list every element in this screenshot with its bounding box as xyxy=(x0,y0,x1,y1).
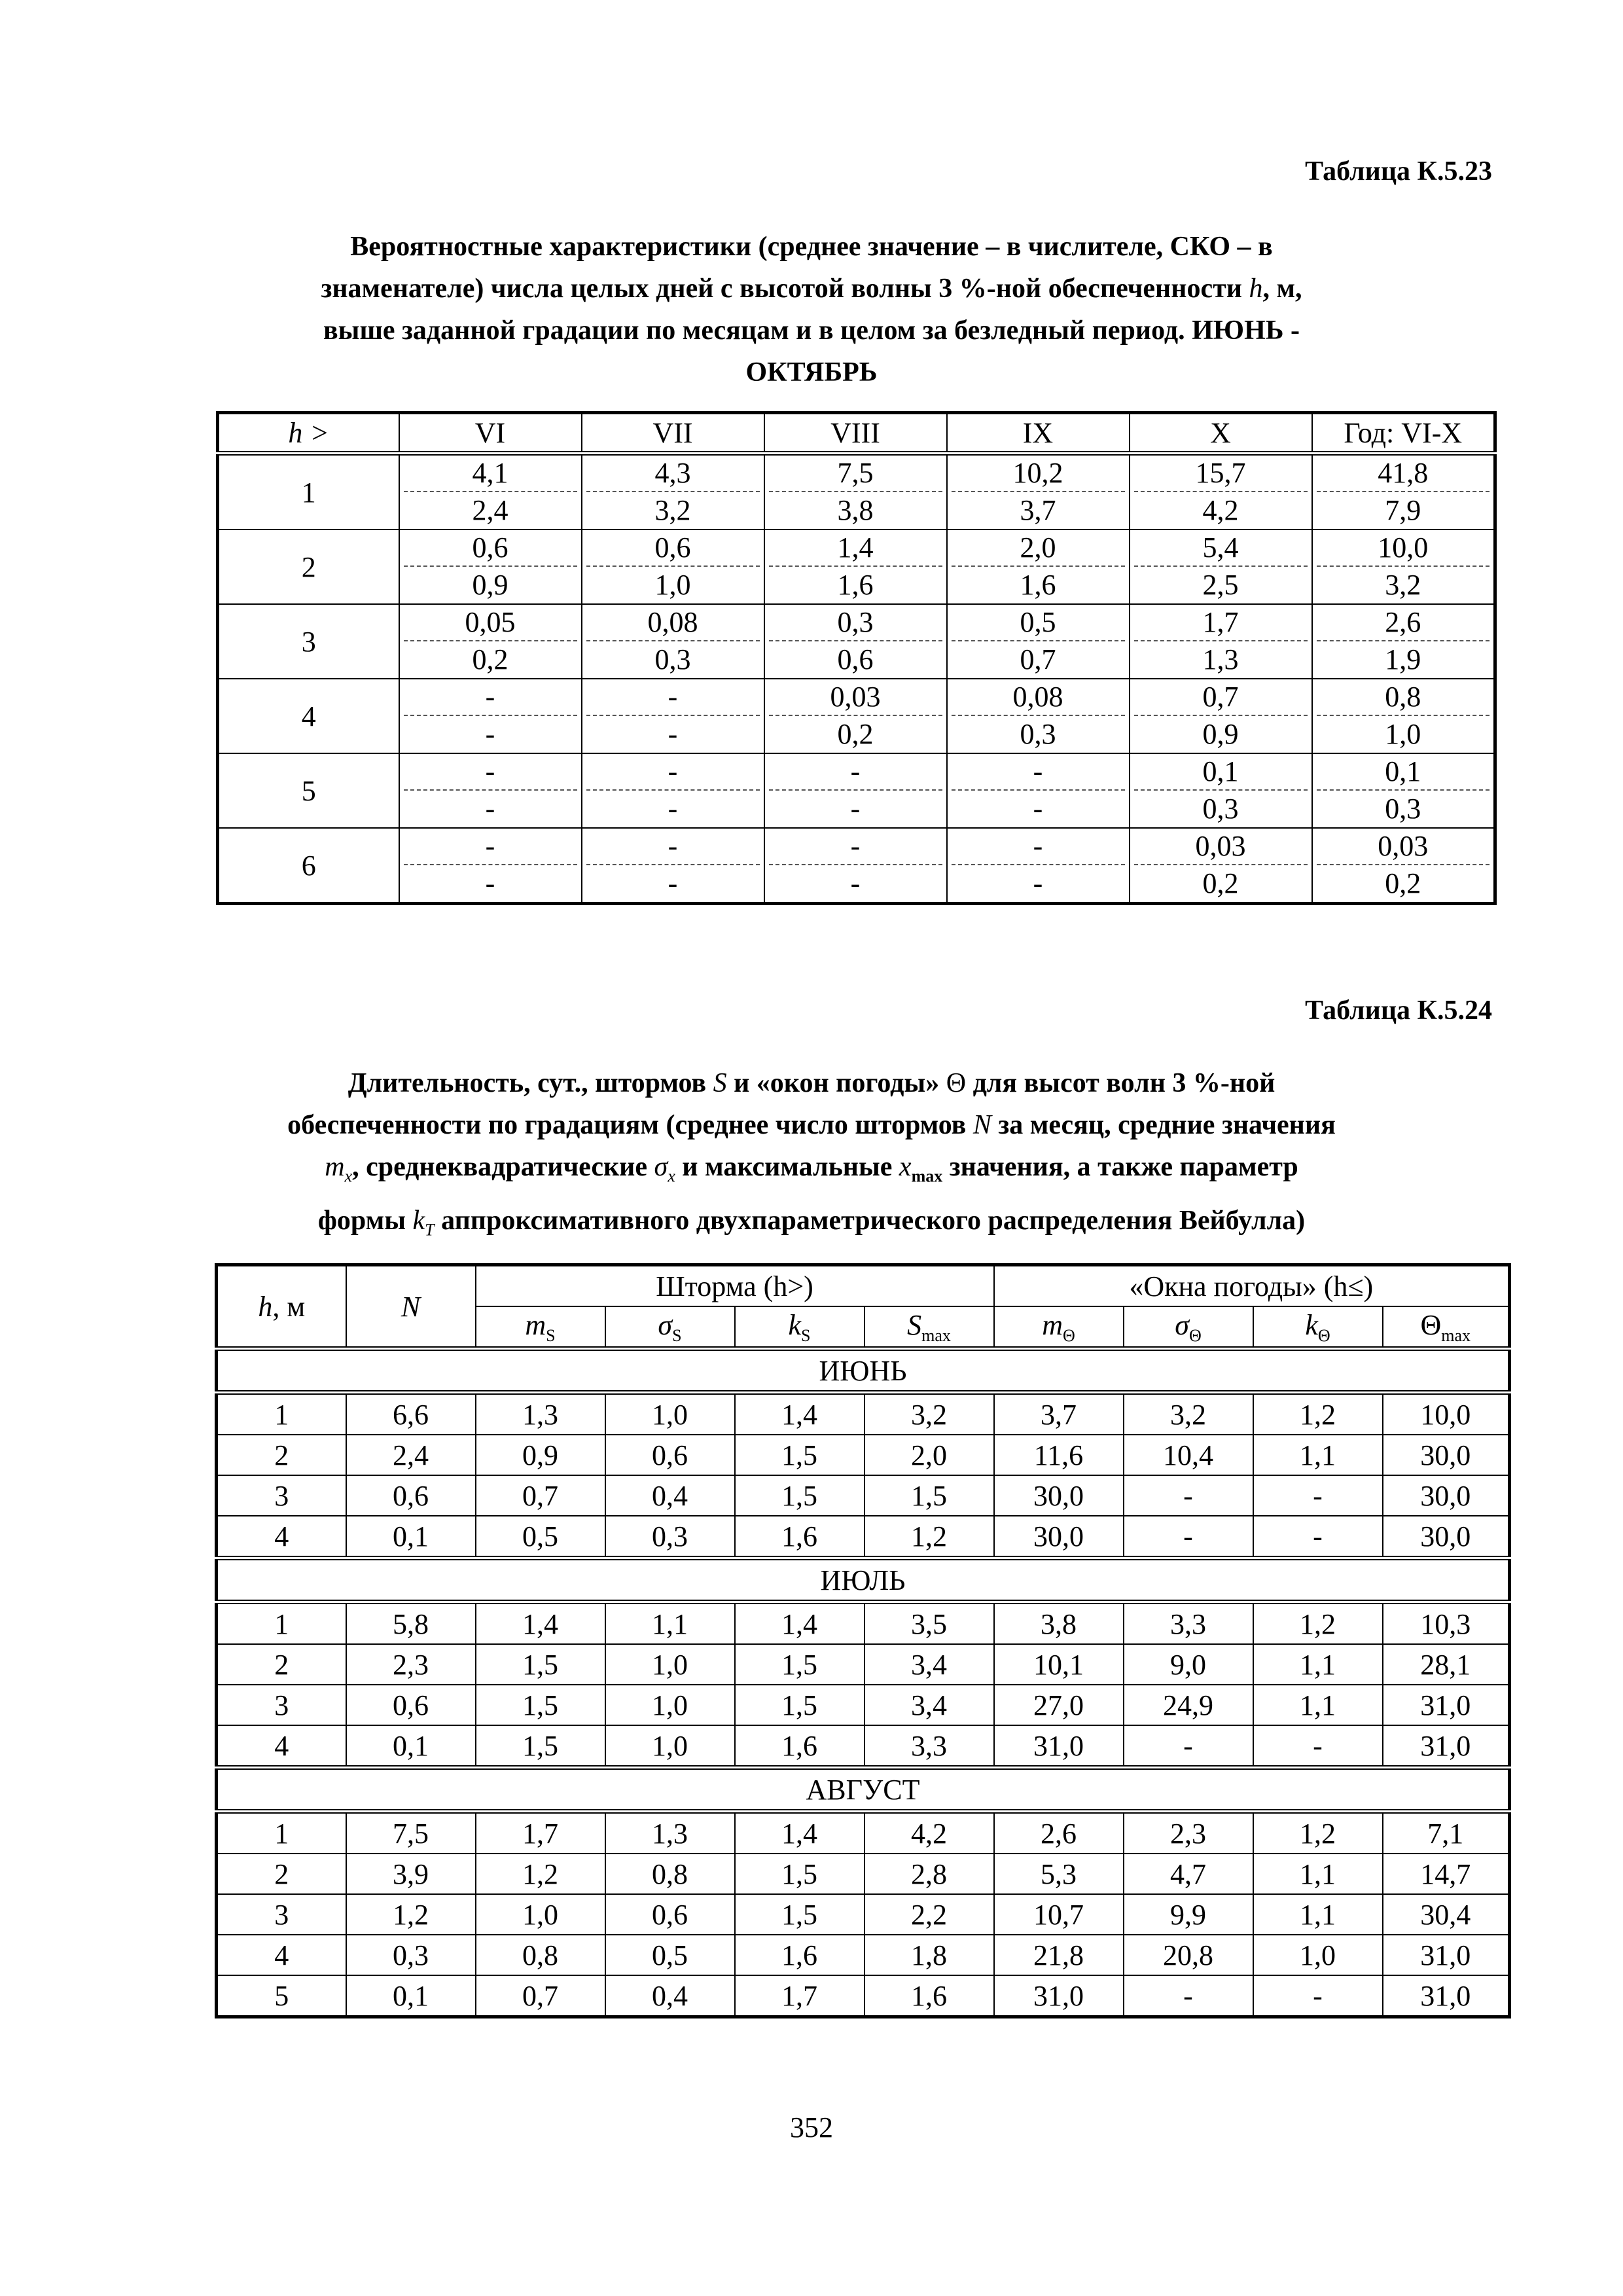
table1-h-cell: 4 xyxy=(218,679,399,753)
table1-mean-cell: - xyxy=(582,679,764,716)
table2-cell: 3 xyxy=(217,1894,346,1935)
table1-sd-cell: - xyxy=(399,716,582,753)
table2-section-row xyxy=(217,1768,1510,1812)
table1-sd-cell: 0,6 xyxy=(764,641,947,679)
table1-mean-cell: - xyxy=(764,753,947,791)
table2-cell: 1,5 xyxy=(476,1644,605,1685)
table2-cell: 5,8 xyxy=(346,1602,476,1645)
table2-caption xyxy=(196,1062,1427,1251)
table1-row-sd xyxy=(218,716,1495,753)
table1-mean-cell: 0,08 xyxy=(582,604,764,641)
table1-sd-cell: 7,9 xyxy=(1312,492,1495,529)
table2-cell: 1,2 xyxy=(865,1516,994,1558)
table1-h-cell: 3 xyxy=(218,604,399,679)
table1-mean-cell: 2,6 xyxy=(1312,604,1495,641)
table2-cell: 2,3 xyxy=(346,1644,476,1685)
table2-cell: 27,0 xyxy=(994,1685,1124,1725)
table2-cell: 3 xyxy=(217,1685,346,1725)
table1-mean-cell: - xyxy=(582,753,764,791)
table2-cell: 0,6 xyxy=(346,1685,476,1725)
table1-mean-cell: 10,0 xyxy=(1312,529,1495,567)
table2-cell: 4,2 xyxy=(865,1812,994,1854)
table2-row xyxy=(217,1685,1510,1725)
table2-cell: 1,2 xyxy=(1253,1393,1383,1435)
table2-cell: 3,7 xyxy=(994,1393,1124,1435)
table1-mean-cell: 15,7 xyxy=(1130,454,1312,493)
table1-sd-cell: 2,5 xyxy=(1130,567,1312,604)
table1-sd-cell: 3,8 xyxy=(764,492,947,529)
table2-cell: 0,8 xyxy=(605,1854,735,1894)
table1-sd-cell: 1,9 xyxy=(1312,641,1495,679)
table1-sd-cell: - xyxy=(582,716,764,753)
table2-section-row xyxy=(217,1558,1510,1602)
table2-header-windows: «Окна погоды» (h≤) xyxy=(994,1265,1510,1307)
table1-header-row xyxy=(218,413,1495,454)
table2-section-title: ИЮНЬ xyxy=(217,1349,1510,1393)
table2-cell: 30,0 xyxy=(1383,1435,1510,1475)
table2-cell: 1,0 xyxy=(605,1644,735,1685)
table1-sd-cell: 0,9 xyxy=(399,567,582,604)
table2-cell: 5 xyxy=(217,1975,346,2017)
table2-cell: 1,6 xyxy=(735,1935,865,1975)
table2-cell: 10,7 xyxy=(994,1894,1124,1935)
table2-cell: 0,4 xyxy=(605,1975,735,2017)
table2-caption-line-2: обеспеченности по градациям (среднее число штормов N за месяц, средние значения xyxy=(287,1110,1336,1140)
table2-cell: 5,3 xyxy=(994,1854,1124,1894)
table2-cell: 1 xyxy=(217,1812,346,1854)
table1-mean-cell: 0,8 xyxy=(1312,679,1495,716)
table1-mean-cell: - xyxy=(399,679,582,716)
table2-cell: - xyxy=(1124,1516,1253,1558)
table1-sd-cell: 0,2 xyxy=(399,641,582,679)
table2-cell: 3,9 xyxy=(346,1854,476,1894)
table2-cell: 10,0 xyxy=(1383,1393,1510,1435)
table2-cell: 0,3 xyxy=(346,1935,476,1975)
table1-row-mean xyxy=(218,753,1495,791)
table1-mean-cell: 1,4 xyxy=(764,529,947,567)
table1-h-cell: 1 xyxy=(218,454,399,530)
table2-row xyxy=(217,1812,1510,1854)
table2-cell: 1,2 xyxy=(1253,1812,1383,1854)
table2-cell: 9,0 xyxy=(1124,1644,1253,1685)
table2-cell: 1,4 xyxy=(735,1602,865,1645)
table2-cell: - xyxy=(1124,1975,1253,2017)
table2-cell: 31,0 xyxy=(994,1975,1124,2017)
table2-cell: 0,8 xyxy=(476,1935,605,1975)
table2-cell: 31,0 xyxy=(1383,1725,1510,1768)
table1-row-mean xyxy=(218,828,1495,865)
table2-cell: 1,5 xyxy=(865,1475,994,1516)
table2-cell: 3,3 xyxy=(865,1725,994,1768)
table1-sd-cell: 0,2 xyxy=(1130,865,1312,904)
table2-caption-line-1: Длительность, сут., штормов S и «окон погоды» Θ для высот волн 3 %-ной xyxy=(348,1068,1275,1098)
table1-mean-cell: - xyxy=(582,828,764,865)
table1-header-cell: VII xyxy=(582,413,764,454)
table2-cell: 4,7 xyxy=(1124,1854,1253,1894)
table2-cell: 1,7 xyxy=(735,1975,865,2017)
table2-row xyxy=(217,1975,1510,2017)
table2-cell: 7,1 xyxy=(1383,1812,1510,1854)
table1-header-cell: VIII xyxy=(764,413,947,454)
table2-cell: 30,0 xyxy=(1383,1516,1510,1558)
table2-cell: 0,5 xyxy=(476,1516,605,1558)
table1-header-cell: IX xyxy=(947,413,1130,454)
table1-mean-cell: - xyxy=(399,828,582,865)
table1-sd-cell: - xyxy=(947,865,1130,904)
table2-cell: 1,0 xyxy=(605,1685,735,1725)
table2-header-row-1 xyxy=(217,1265,1510,1307)
table2-cell: 1,0 xyxy=(1253,1935,1383,1975)
table2-cell: 1,5 xyxy=(735,1894,865,1935)
table1-sd-cell: 1,6 xyxy=(764,567,947,604)
table2-cell: 1,4 xyxy=(476,1602,605,1645)
table2-cell: 31,0 xyxy=(1383,1975,1510,2017)
table2-row xyxy=(217,1725,1510,1768)
table2-cell: 1,5 xyxy=(476,1685,605,1725)
table2-subheader-cell: $\Theta_{max}$ xyxy=(1383,1306,1510,1349)
table2-cell: 1,5 xyxy=(476,1725,605,1768)
table2-cell: 0,6 xyxy=(605,1894,735,1935)
table1-sd-cell: 0,3 xyxy=(947,716,1130,753)
table1-sd-cell: 1,6 xyxy=(947,567,1130,604)
table2-cell: 1 xyxy=(217,1602,346,1645)
table1-mean-cell: 7,5 xyxy=(764,454,947,493)
table2-cell: 0,1 xyxy=(346,1975,476,2017)
table2-cell: 4 xyxy=(217,1516,346,1558)
table2-cell: 30,0 xyxy=(1383,1475,1510,1516)
table2-row xyxy=(217,1435,1510,1475)
table1-mean-cell: 0,5 xyxy=(947,604,1130,641)
table1-row-mean xyxy=(218,604,1495,641)
table2-cell: 3,5 xyxy=(865,1602,994,1645)
table1-h-cell: 6 xyxy=(218,828,399,904)
table1-mean-cell: 0,03 xyxy=(1312,828,1495,865)
table1-mean-cell: - xyxy=(764,828,947,865)
table1-sd-cell: 0,3 xyxy=(582,641,764,679)
table1-label: Таблица К.5.23 xyxy=(1305,156,1492,187)
table1-row-sd xyxy=(218,791,1495,828)
table2-subheader-cell: $\sigma_S$ xyxy=(605,1306,735,1349)
table2-cell: 30,0 xyxy=(994,1516,1124,1558)
table1-header-h: h > xyxy=(218,413,399,454)
table2-cell: 1,0 xyxy=(605,1725,735,1768)
table1-mean-cell: 4,3 xyxy=(582,454,764,493)
table2-cell: - xyxy=(1253,1975,1383,2017)
table1-row-sd xyxy=(218,641,1495,679)
table2-cell: 1,3 xyxy=(476,1393,605,1435)
table2-section-row xyxy=(217,1349,1510,1393)
table1-mean-cell: - xyxy=(947,828,1130,865)
table2-subheader-cell: $\sigma_\Theta$ xyxy=(1124,1306,1253,1349)
table1-caption xyxy=(196,226,1427,393)
table1-sd-cell: 1,0 xyxy=(1312,716,1495,753)
table2-cell: 1,1 xyxy=(1253,1435,1383,1475)
table2-cell: - xyxy=(1124,1475,1253,1516)
table1-sd-cell: 1,0 xyxy=(582,567,764,604)
table1-sd-cell: 0,3 xyxy=(1130,791,1312,828)
table1-header-cell: Год: VI-X xyxy=(1312,413,1495,454)
table1-mean-cell: 0,6 xyxy=(582,529,764,567)
table1-mean-cell: 5,4 xyxy=(1130,529,1312,567)
table1-sd-cell: - xyxy=(764,791,947,828)
table1-sd-cell: - xyxy=(399,865,582,904)
table1-sd-cell: 3,2 xyxy=(1312,567,1495,604)
table2-cell: 3,2 xyxy=(865,1393,994,1435)
table2-cell: 1,5 xyxy=(735,1644,865,1685)
table2-cell: 3,3 xyxy=(1124,1602,1253,1645)
table2-cell: 2,4 xyxy=(346,1435,476,1475)
table1-mean-cell: 0,6 xyxy=(399,529,582,567)
table1-caption-line-4: ОКТЯБРЬ xyxy=(745,357,878,387)
table2-cell: 11,6 xyxy=(994,1435,1124,1475)
table1-sd-cell: - xyxy=(582,791,764,828)
table1-sd-cell: 2,4 xyxy=(399,492,582,529)
table1-row-sd xyxy=(218,865,1495,904)
table2-cell: - xyxy=(1253,1516,1383,1558)
table2-cell: 28,1 xyxy=(1383,1644,1510,1685)
table2-cell: 1,0 xyxy=(605,1393,735,1435)
table1-sd-cell: 0,7 xyxy=(947,641,1130,679)
table2-caption-line-3: $m_x$, среднеквадратические $\sigma_x$ и максимальные $x_{max}$ значения, а также параметр xyxy=(325,1152,1298,1186)
table2-cell: 4 xyxy=(217,1725,346,1768)
table2-cell: 1,7 xyxy=(476,1812,605,1854)
table1-sd-cell: 0,9 xyxy=(1130,716,1312,753)
table1-sd-cell: 0,2 xyxy=(764,716,947,753)
table1-mean-cell: 0,1 xyxy=(1312,753,1495,791)
table1-mean-cell: 0,7 xyxy=(1130,679,1312,716)
table1-sd-cell: - xyxy=(947,791,1130,828)
table2-cell: 0,4 xyxy=(605,1475,735,1516)
table2-cell: 9,9 xyxy=(1124,1894,1253,1935)
table2-cell: 31,0 xyxy=(994,1725,1124,1768)
table1-sd-cell: 3,7 xyxy=(947,492,1130,529)
table2-row xyxy=(217,1602,1510,1645)
table2-cell: 0,7 xyxy=(476,1475,605,1516)
table1-mean-cell: 0,1 xyxy=(1130,753,1312,791)
table1-row-mean xyxy=(218,454,1495,493)
table2-cell: 0,9 xyxy=(476,1435,605,1475)
table1-h-cell: 5 xyxy=(218,753,399,828)
table2-cell: 1,6 xyxy=(735,1516,865,1558)
table2-label: Таблица К.5.24 xyxy=(1305,996,1492,1026)
table1-sd-cell: - xyxy=(582,865,764,904)
table2-cell: 1,5 xyxy=(735,1435,865,1475)
table2-subheader-cell: $m_S$ xyxy=(476,1306,605,1349)
table2-cell: 3,4 xyxy=(865,1685,994,1725)
table2-row xyxy=(217,1393,1510,1435)
table2-cell: 1,6 xyxy=(735,1725,865,1768)
table2-cell: 2,6 xyxy=(994,1812,1124,1854)
table1-sd-cell: 1,3 xyxy=(1130,641,1312,679)
table2-header-storms: Шторма (h>) xyxy=(476,1265,994,1307)
table1-mean-cell: 0,3 xyxy=(764,604,947,641)
table1-mean-cell: 2,0 xyxy=(947,529,1130,567)
table1-mean-cell: 1,7 xyxy=(1130,604,1312,641)
table2-row xyxy=(217,1854,1510,1894)
table2-cell: 0,6 xyxy=(605,1435,735,1475)
table2-cell: 1,5 xyxy=(735,1475,865,1516)
table1-sd-cell: 3,2 xyxy=(582,492,764,529)
table1-header-cell: X xyxy=(1130,413,1312,454)
table2-cell: 0,7 xyxy=(476,1975,605,2017)
table2-row xyxy=(217,1644,1510,1685)
page-number: 352 xyxy=(790,2111,833,2144)
table2-cell: 1,2 xyxy=(346,1894,476,1935)
table2-cell: 0,1 xyxy=(346,1516,476,1558)
table2-cell: 1,1 xyxy=(1253,1854,1383,1894)
table2-row xyxy=(217,1475,1510,1516)
table2-cell: 1,2 xyxy=(1253,1602,1383,1645)
table2-cell: 1,3 xyxy=(605,1812,735,1854)
table1-header-cell: VI xyxy=(399,413,582,454)
table1 xyxy=(216,411,1497,905)
table2-cell: 31,0 xyxy=(1383,1935,1510,1975)
table1-sd-cell: 0,2 xyxy=(1312,865,1495,904)
table2-cell: 0,1 xyxy=(346,1725,476,1768)
table1-sd-cell: 0,3 xyxy=(1312,791,1495,828)
table2-cell: 30,4 xyxy=(1383,1894,1510,1935)
table2-section-title: АВГУСТ xyxy=(217,1768,1510,1812)
table2-cell: - xyxy=(1253,1475,1383,1516)
table2-cell: 1,5 xyxy=(735,1685,865,1725)
table2-cell: 20,8 xyxy=(1124,1935,1253,1975)
table2-cell: - xyxy=(1124,1725,1253,1768)
table1-mean-cell: 41,8 xyxy=(1312,454,1495,493)
table2-cell: 1,2 xyxy=(476,1854,605,1894)
table1-mean-cell: 0,08 xyxy=(947,679,1130,716)
table2-cell: 1,6 xyxy=(865,1975,994,2017)
table2-cell: 0,5 xyxy=(605,1935,735,1975)
table2-cell: 3,4 xyxy=(865,1644,994,1685)
table2-row xyxy=(217,1894,1510,1935)
table2-cell: 21,8 xyxy=(994,1935,1124,1975)
table2-cell: 2,8 xyxy=(865,1854,994,1894)
table2-cell: 10,4 xyxy=(1124,1435,1253,1475)
table2-row xyxy=(217,1935,1510,1975)
table2-section-title: ИЮЛЬ xyxy=(217,1558,1510,1602)
table1-mean-cell: 0,05 xyxy=(399,604,582,641)
table2-cell: 1,4 xyxy=(735,1812,865,1854)
table2-cell: 10,1 xyxy=(994,1644,1124,1685)
table1-caption-line-3: выше заданной градации по месяцам и в целом за безледный период. ИЮНЬ - xyxy=(323,315,1300,346)
table2-cell: 7,5 xyxy=(346,1812,476,1854)
table2-cell: 2 xyxy=(217,1435,346,1475)
table2-cell: 31,0 xyxy=(1383,1685,1510,1725)
table1-h-cell: 2 xyxy=(218,529,399,604)
table1-mean-cell: - xyxy=(399,753,582,791)
table2-cell: 1,4 xyxy=(735,1393,865,1435)
table1-row-sd xyxy=(218,492,1495,529)
table2-cell: 14,7 xyxy=(1383,1854,1510,1894)
table2-row xyxy=(217,1516,1510,1558)
table2-cell: - xyxy=(1253,1725,1383,1768)
table2-cell: 1,1 xyxy=(1253,1644,1383,1685)
table1-mean-cell: 4,1 xyxy=(399,454,582,493)
table1-caption-line-2: знаменателе) числа целых дней с высотой волны 3 %-ной обеспеченности h, м, xyxy=(321,274,1302,304)
table2-subheader-cell: $k_S$ xyxy=(735,1306,865,1349)
table2-cell: 3 xyxy=(217,1475,346,1516)
table2-cell: 4 xyxy=(217,1935,346,1975)
table2-cell: 1,5 xyxy=(735,1854,865,1894)
table2-cell: 30,0 xyxy=(994,1475,1124,1516)
table2-subheader-cell: $m_\Theta$ xyxy=(994,1306,1124,1349)
table1-mean-cell: 0,03 xyxy=(764,679,947,716)
table2-cell: 2 xyxy=(217,1644,346,1685)
table2-subheader-cell: $k_\Theta$ xyxy=(1253,1306,1383,1349)
table1-row-mean xyxy=(218,679,1495,716)
table2-cell: 1,1 xyxy=(605,1602,735,1645)
table2-subheader-cell: $S_{max}$ xyxy=(865,1306,994,1349)
table1-sd-cell: 4,2 xyxy=(1130,492,1312,529)
table2-cell: 24,9 xyxy=(1124,1685,1253,1725)
table1-mean-cell: - xyxy=(947,753,1130,791)
table1-mean-cell: 0,03 xyxy=(1130,828,1312,865)
table2-cell: 1,0 xyxy=(476,1894,605,1935)
table2-cell: 2,2 xyxy=(865,1894,994,1935)
table1-sd-cell: - xyxy=(764,865,947,904)
table1-caption-line-1: Вероятностные характеристики (среднее значение – в числителе, СКО – в xyxy=(350,232,1273,262)
table2-cell: 6,6 xyxy=(346,1393,476,1435)
table1-row-sd xyxy=(218,567,1495,604)
table2-cell: 3,8 xyxy=(994,1602,1124,1645)
table1-mean-cell: 10,2 xyxy=(947,454,1130,493)
table2-cell: 2 xyxy=(217,1854,346,1894)
table1-row-mean xyxy=(218,529,1495,567)
table2-caption-line-4: формы $k_T$ аппроксимативного двухпараметрического распределения Вейбулла) xyxy=(317,1206,1306,1240)
table2-cell: 0,3 xyxy=(605,1516,735,1558)
table2-cell: 2,0 xyxy=(865,1435,994,1475)
table2 xyxy=(215,1263,1511,2018)
table2-cell: 2,3 xyxy=(1124,1812,1253,1854)
table2-cell: 1,8 xyxy=(865,1935,994,1975)
table2-cell: 3,2 xyxy=(1124,1393,1253,1435)
table2-cell: 1 xyxy=(217,1393,346,1435)
table1-sd-cell: - xyxy=(399,791,582,828)
table2-cell: 10,3 xyxy=(1383,1602,1510,1645)
table2-header-n: N xyxy=(346,1265,476,1349)
table2-cell: 1,1 xyxy=(1253,1894,1383,1935)
table2-header-h: h, м xyxy=(217,1265,346,1349)
table2-cell: 0,6 xyxy=(346,1475,476,1516)
table2-cell: 1,1 xyxy=(1253,1685,1383,1725)
